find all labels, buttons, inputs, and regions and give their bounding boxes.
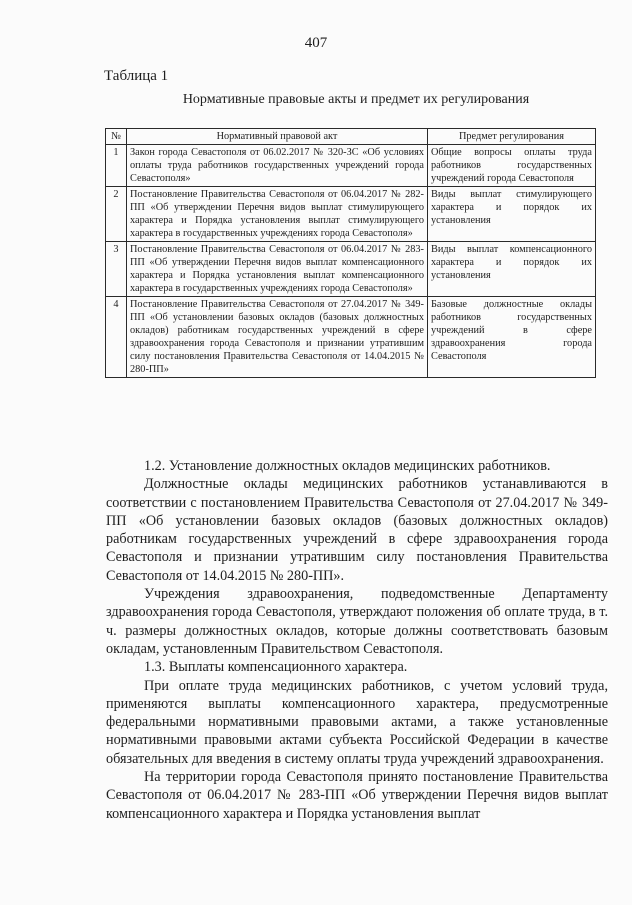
row-subject: Базовые должностные оклады работников государственных учреждений в сфере здравоохранения города Севастополя (428, 297, 596, 378)
table-row (106, 297, 596, 378)
header-subject: Предмет регулирования (428, 129, 596, 145)
paragraph: На территории города Севастополя принято постановление Правительства Севастополя от 06.04.2017 № 283-ПП «Об утверждении Перечня видов выплат компенсационного характера и Порядка установления выплат (106, 769, 608, 822)
header-act: Нормативный правовой акт (127, 129, 428, 145)
paragraph: При оплате труда медицинских работников, с учетом условий труда, применяются выплаты компенсационного характера, предусмотренные федеральными нормативными правовыми актами, а также установленные нормативными правовыми актами субъекта Российской Федерации в качестве обязательных для введения в систему оплаты труда учреждений здравоохранения. (106, 677, 608, 767)
table-row (106, 145, 596, 187)
row-number: 3 (106, 242, 127, 297)
page-number: 407 (304, 35, 328, 51)
row-act: Постановление Правительства Севастополя от 27.04.2017 № 349-ПП «Об установлении базовых окладов (базовых должностных окладов) работникам государственных учреждений в сфере здравоохранения города Севастополя и признании утратившим силу постановления Правительства Севастополя от 14.04.2015 № 280-ПП» (127, 297, 428, 378)
table-row (106, 242, 596, 297)
section-heading: 1.3. Выплаты компенсационного характера. (144, 659, 408, 676)
table-label: Таблица 1 (104, 68, 169, 84)
row-subject: Общие вопросы оплаты труда работников государственных учреждений города Севастополя (428, 145, 596, 187)
row-act: Постановление Правительства Севастополя от 06.04.2017 № 282-ПП «Об утверждении Перечня видов выплат стимулирующего характера и Порядка установления выплат стимулирующего характера в государственных учреждениях города Севастополя» (127, 187, 428, 242)
section-heading: 1.2. Установление должностных окладов медицинских работников. (144, 458, 551, 474)
table-title: Нормативные правовые акты и предмет их регулирования (182, 92, 530, 107)
row-subject: Виды выплат компенсационного характера и порядок их установления (428, 242, 596, 297)
table-header-row (106, 129, 596, 145)
table-row (106, 187, 596, 242)
row-subject: Виды выплат стимулирующего характера и порядок их установления (428, 187, 596, 242)
row-number: 2 (106, 187, 127, 242)
paragraph: Должностные оклады медицинских работников устанавливаются в соответствии с постановлением Правительства Севастополя от 27.04.2017 № 349-ПП «Об установлении базовых окладов (базовых должностных окладов) работникам государственных учреждений в сфере здравоохранения города Севастополя и признании утратившим силу постановления Правительства Севастополя от 14.04.2015 № 280-ПП». (106, 476, 608, 584)
row-number: 1 (106, 145, 127, 187)
row-number: 4 (106, 297, 127, 378)
row-act: Постановление Правительства Севастополя от 06.04.2017 № 283-ПП «Об утверждении Перечня видов выплат компенсационного характера и Порядка установления выплат компенсационного характера в государственных учреждениях города Севастополя» (127, 242, 428, 297)
row-act: Закон города Севастополя от 06.02.2017 № 320-ЗС «Об условиях оплаты труда работников государственных учреждений города Севастополя» (127, 145, 428, 187)
paragraph: Учреждения здравоохранения, подведомственные Департаменту здравоохранения города Севастополя, утверждают положения об оплате труда, в т. ч. размеры должностных окладов, которые должны соответствовать базовым окладам, установленным Правительством Севастополя. (106, 586, 608, 657)
header-number: № (106, 129, 127, 145)
acts-table (105, 128, 596, 378)
body-text (106, 457, 608, 823)
